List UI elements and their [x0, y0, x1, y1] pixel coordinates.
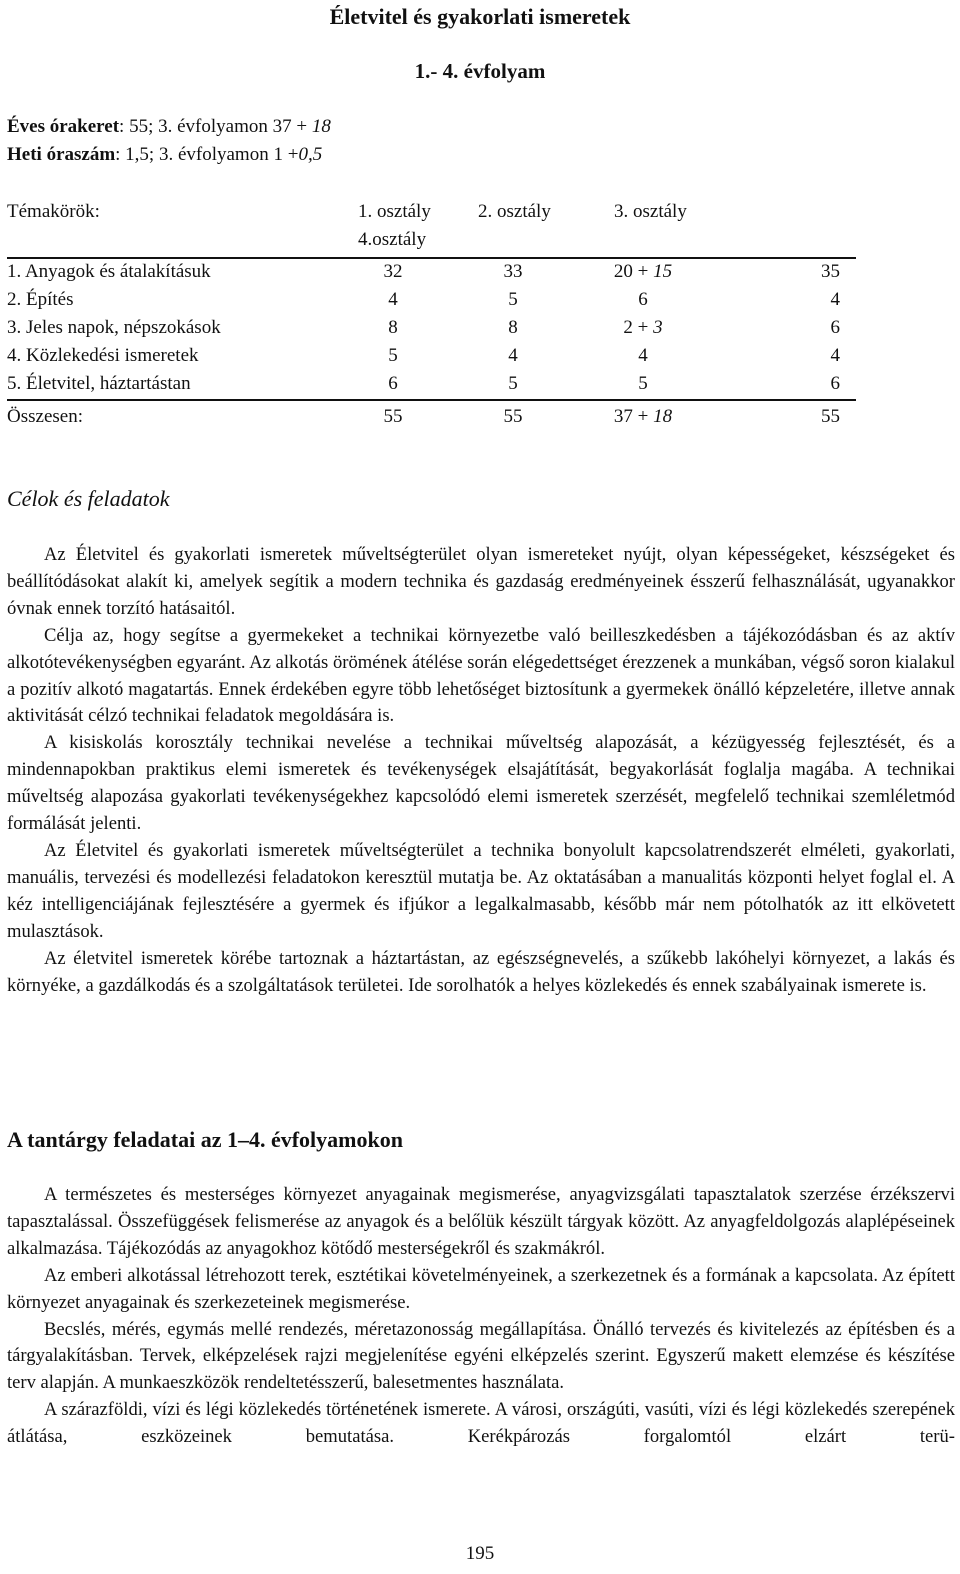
table-row: 2. Építés 4 5 6 4 — [7, 289, 840, 310]
page-number: 195 — [465, 1543, 495, 1564]
paragraph: Becslés, mérés, egymás mellé rendezés, méretazonosság megállapítása. Önálló tervezés és kivitelezés az építésben és a tárgyalakításban. Tervek, elképzelések rajzi megjelenítése egyéni elképzelés szerint. Egyszerű makett elemzése és készítése terv alapján. A munkaeszközök rendeltetésszerű, balesetmentes használata. — [7, 1318, 955, 1394]
paragraph: Az Életvitel és gyakorlati ismeretek műveltségterület olyan ismereteket nyújt, olyan képességeket, készségeket és beállítódásokat alakít ki, amelyek segítik a modern technika és gazdaság eredményeinek ésszerű felhasználását, ugyanakkor óvnak ennek torzító hatásaitól. — [7, 544, 955, 619]
topics-label: Témakörök: — [7, 201, 100, 222]
table-total-row: Összesen: 55 55 37 + 18 55 — [7, 406, 840, 427]
paragraph: A szárazföldi, vízi és légi közlekedés történetének ismerete. A városi, országúti, vasúti, vízi és légi közlekedés szerepének átlátása, eszközeinek bemutatása. Kerékpározás forgalomtól elzárt terü- — [7, 1399, 955, 1448]
table-header-cont — [0, 229, 960, 257]
table-bottom-rule — [7, 399, 856, 401]
paragraph: A természetes és mesterséges környezet anyagainak megismerése, anyagvizsgálati tapasztalatok szerzése érzékszervi tapasztalással. Összefüggések felismerése az anyagok és a belőlük készült tárgyak között. Az anyagfeldolgozás alaplépéseinek alkalmazása. Tájékozódás az anyagokhoz kötődő mesterségekről és szakmákról. — [7, 1184, 955, 1259]
table-row: 1. Anyagok és átalakításuk 32 33 20 + 15 35 — [7, 261, 840, 282]
document-title: Életvitel és gyakorlati ismeretek — [329, 4, 631, 29]
section-heading-goals: Célok és feladatok — [7, 486, 170, 511]
table-header — [0, 201, 960, 229]
paragraph: Az Életvitel és gyakorlati ismeretek műveltségterület a technika bonyolult kapcsolatrendszerét elméleti, gyakorlati, manuális, tervezési és modellezési feladatokon keresztül mutatja be. Az oktatásában a manualitás központi helyet foglal el. A kéz intelligenciájának fejlesztésére a gyermek és ifjúkor a legalkalmasabb, később már nem pótolhatók az itt elkövetett mulasztások. — [7, 839, 955, 942]
paragraph: Célja az, hogy segítse a gyermekeket a technikai környezetbe való beilleszkedésben a tájékozódásban és az aktív alkotótevékenységben egyaránt. Az alkotás örömének átélése során elégedettséget érezzenek a munkában, végső soron kialakul a pozitív alkotó magatartás. Ennek érdekében egyre több lehetőséget biztosítunk a gyermekek önálló képzeletére, illetve annak aktivitását célzó technikai feladatok megoldására is. — [7, 624, 955, 727]
grade-range: 1.- 4. évfolyam — [414, 59, 546, 83]
col-grade-1: 1. osztály — [358, 201, 431, 222]
section-tasks-body — [0, 1182, 960, 1451]
paragraph: Az emberi alkotással létrehozott terek, esztétikai követelményeinek, a szerkezetnek és a formának a kapcsolata. Az épített környezet anyagainak és szerkezeteinek megismerése. — [7, 1264, 955, 1313]
section-goals-body — [0, 542, 960, 999]
col-grade-3: 3. osztály — [614, 201, 687, 222]
table-row: 4. Közlekedési ismeretek 5 4 4 4 — [7, 345, 840, 366]
paragraph: A kisiskolás korosztály technikai nevelése a technikai műveltség alapozását, a kézügyesség fejlesztését, és a mindennapokban praktikus elemi ismeretek és tevékenységek elsajátítását, begyakorlását foglalja magába. A technikai műveltség alapozása gyakorlati tevékenységekhez kapcsolódó elemi ismeretek szerzését, megfelelő technikai szemléletmód formálását jelenti. — [7, 732, 955, 835]
paragraph: Az életvitel ismeretek körébe tartoznak a háztartástan, az egészségnevelés, a szűkebb lakóhelyi környezet, a lakás és környéke, a gazdálkodás és a szolgáltatások területei. Ide sorolhatók a helyes közlekedés és ennek szabályainak ismerete is. — [7, 947, 955, 996]
weekly-hours: Heti óraszám: 1,5; 3. évfolyamon 1 +0,5 — [7, 144, 323, 165]
section-heading-tasks: A tantárgy feladatai az 1–4. évfolyamokon — [7, 1127, 403, 1152]
annual-hours: Éves órakeret: 55; 3. évfolyamon 37 + 18 — [7, 116, 331, 137]
col-grade-2: 2. osztály — [478, 201, 551, 222]
table-row: 3. Jeles napok, népszokások 8 8 2 + 3 6 — [7, 317, 840, 338]
table-top-rule — [7, 257, 856, 259]
col-grade-4: 4.osztály — [358, 229, 427, 250]
table-row: 5. Életvitel, háztartástan 6 5 5 6 — [7, 373, 840, 394]
